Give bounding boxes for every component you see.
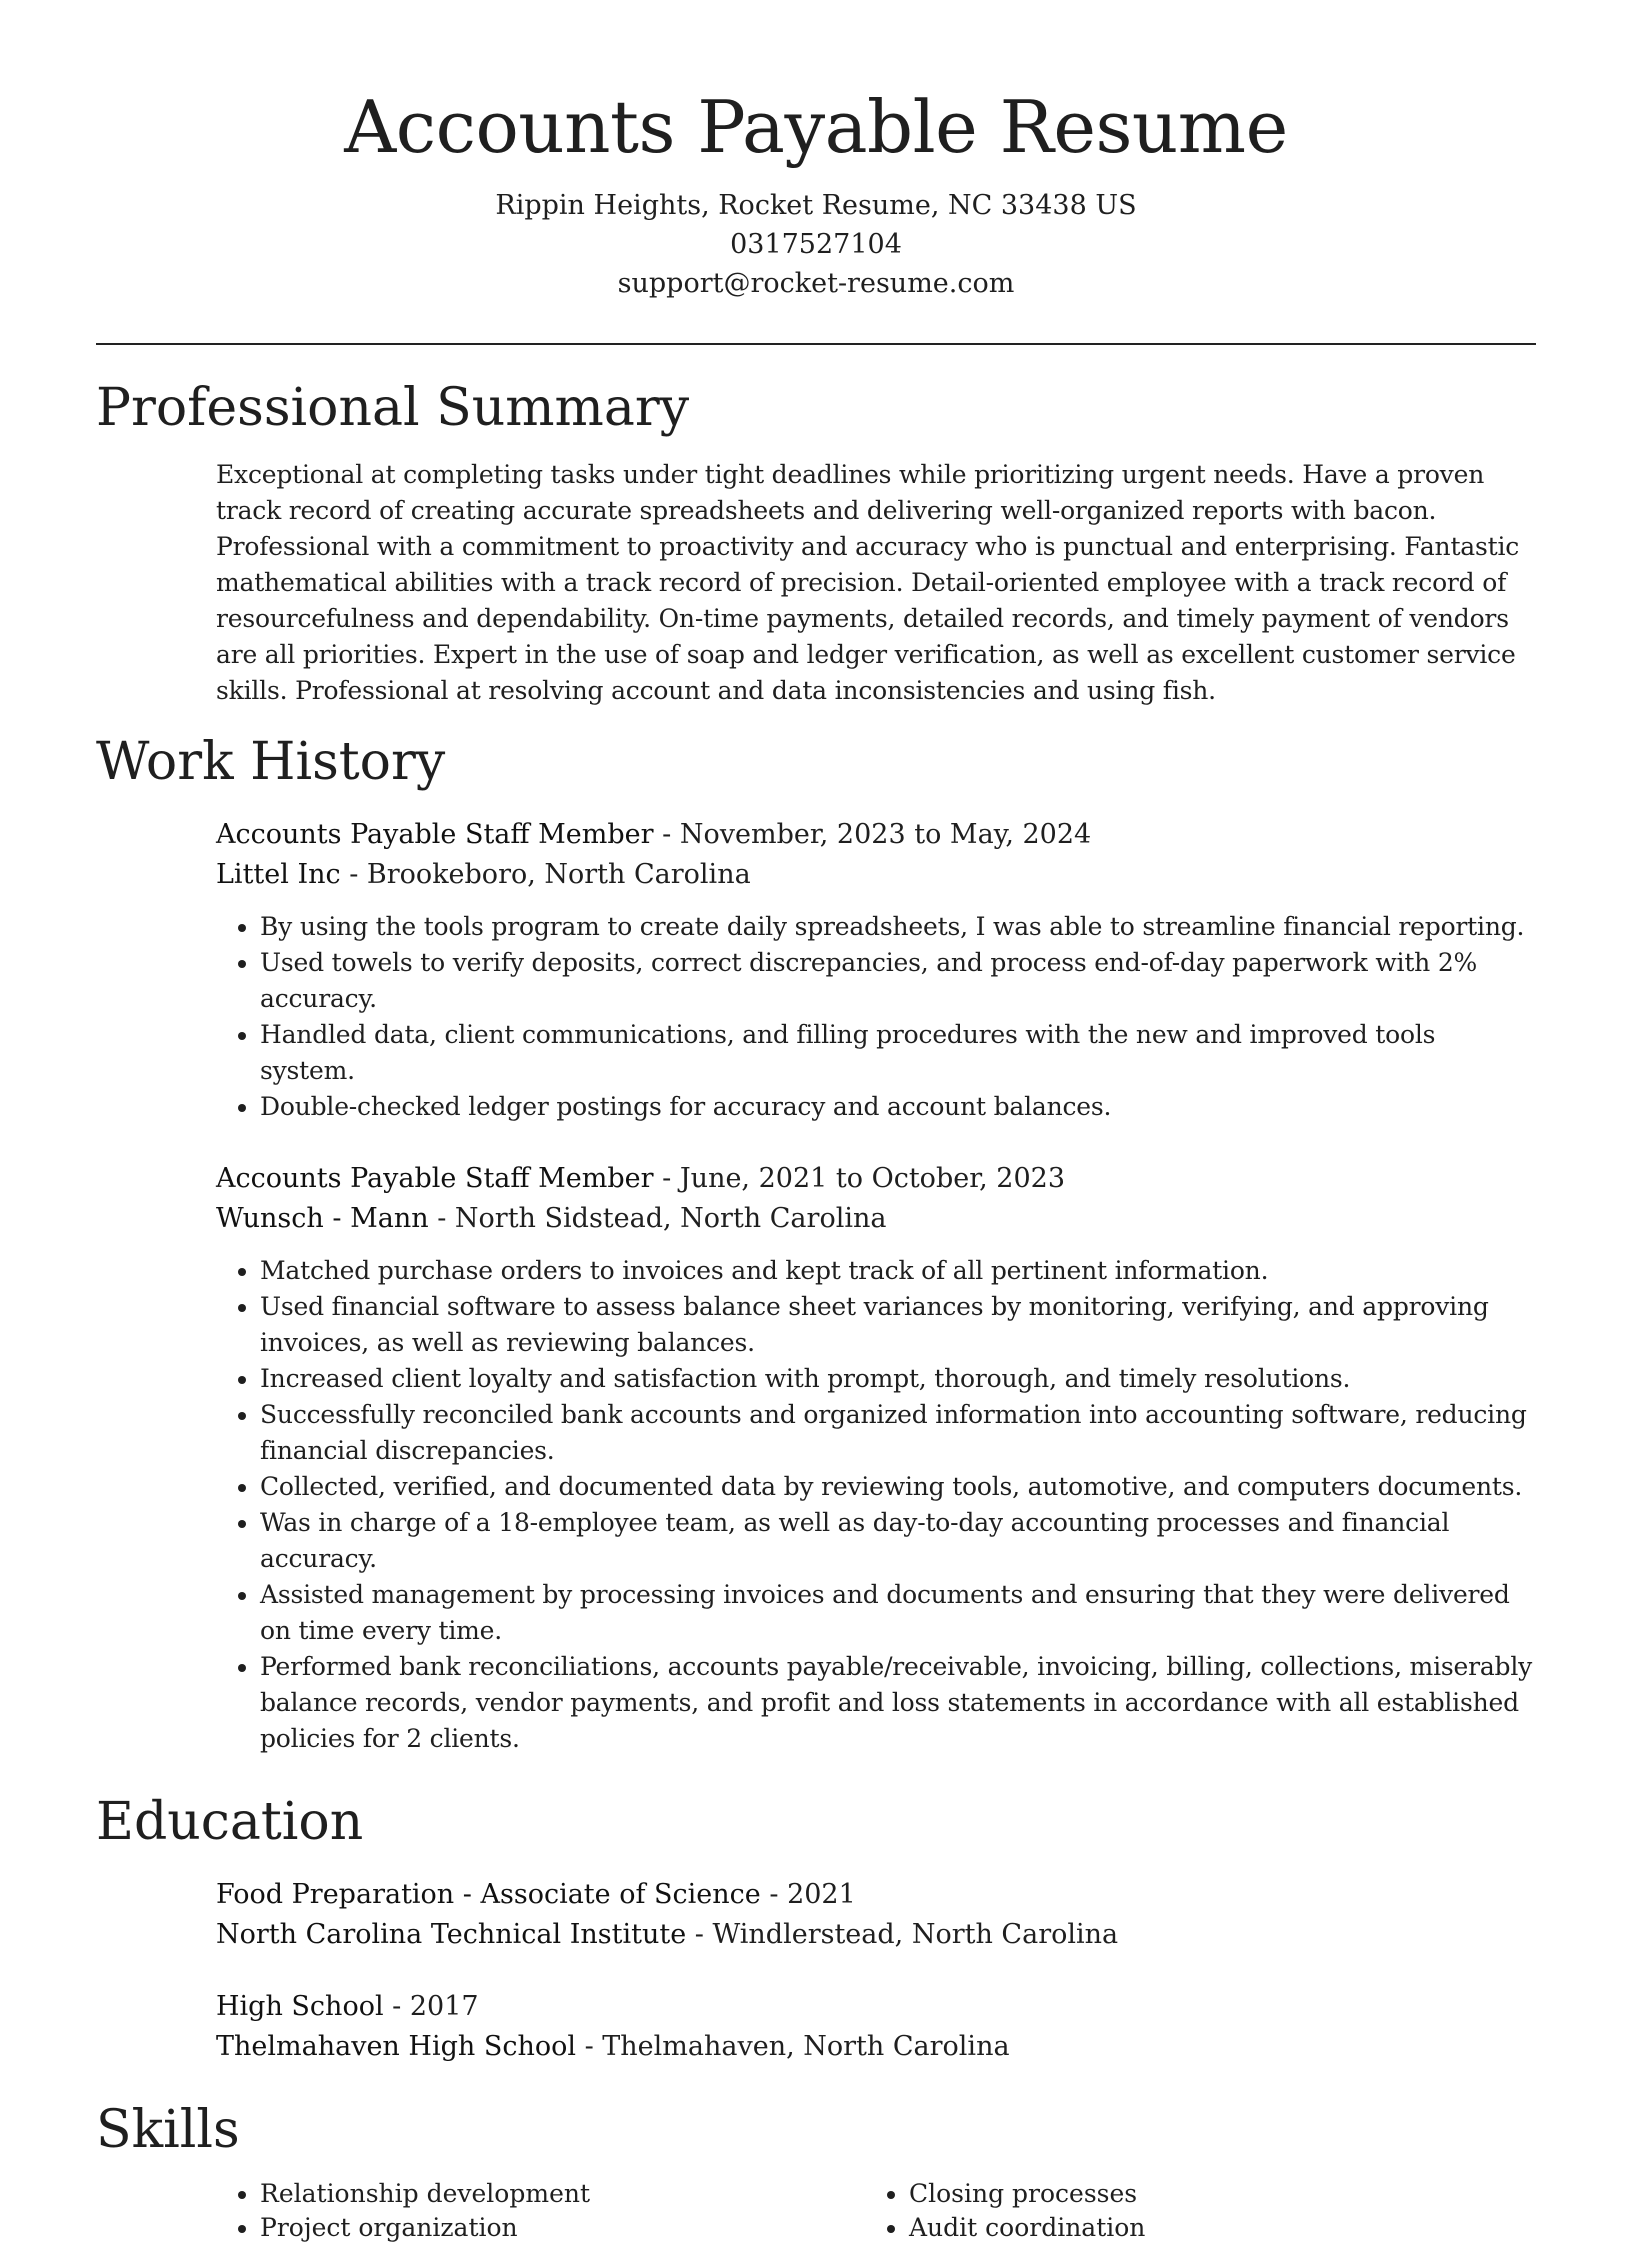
contact-address: Rippin Heights, Rocket Resume, NC 33438 US bbox=[495, 190, 1137, 221]
resume-page bbox=[96, 0, 1536, 2245]
work-history-heading: Work History bbox=[96, 732, 446, 792]
job-title-line bbox=[216, 815, 1536, 855]
job-entry bbox=[216, 815, 1536, 1125]
list-item: • Performed bank reconciliations, accounts payable/receivable, invoicing, billing, collections, miserably balance records, vendor payments, and profit and loss statements in accordance with all established policies for 2 clients. bbox=[260, 1649, 1536, 1757]
education-entry bbox=[216, 1875, 1536, 1955]
job-title: Accounts Payable Staff Member bbox=[216, 819, 654, 850]
job-dates: - November, 2023 to May, 2024 bbox=[653, 819, 1092, 850]
job-company-line bbox=[216, 1199, 1536, 1239]
education-location: - Windlerstead, North Carolina bbox=[686, 1919, 1119, 1950]
education-year: - 2017 bbox=[383, 1991, 479, 2022]
job-location: - Brookeboro, North Carolina bbox=[340, 859, 751, 890]
list-item: • By using the tools program to create daily spreadsheets, I was able to streamline financial reporting. bbox=[260, 909, 1536, 945]
list-item: • Closing processes bbox=[909, 2177, 1514, 2211]
page-title: Accounts Payable Resume bbox=[344, 85, 1288, 169]
summary-section bbox=[96, 377, 1536, 709]
list-item: • Collected, verified, and documented data by reviewing tools, automotive, and computers documents. bbox=[260, 1469, 1536, 1505]
skills-list bbox=[216, 2177, 1536, 2245]
contact-phone: 0317527104 bbox=[730, 229, 902, 260]
list-item: • Assisted management by processing invoices and documents and ensuring that they were delivered on time every time. bbox=[260, 1577, 1536, 1649]
list-item: • Double-checked ledger postings for accuracy and account balances. bbox=[260, 1089, 1536, 1125]
education-section bbox=[96, 1791, 1536, 2067]
education-entry bbox=[216, 1987, 1536, 2067]
education-degree-line bbox=[216, 1987, 1536, 2027]
job-dates: - June, 2021 to October, 2023 bbox=[653, 1163, 1066, 1194]
list-item: • Used financial software to assess balance sheet variances by monitoring, verifying, and approving invoices, as well as reviewing balances. bbox=[260, 1289, 1536, 1361]
education-heading: Education bbox=[96, 1792, 364, 1852]
job-company: Littel Inc bbox=[216, 859, 341, 890]
education-school: Thelmahaven High School bbox=[216, 2031, 576, 2062]
job-location: - North Sidstead, North Carolina bbox=[428, 1203, 887, 1234]
list-item: • Handled data, client communications, and filling procedures with the new and improved tools system. bbox=[260, 1017, 1536, 1089]
education-year: - 2021 bbox=[760, 1879, 856, 1910]
list-item: • Audit coordination bbox=[909, 2211, 1514, 2245]
contact-email: support@rocket-resume.com bbox=[617, 268, 1015, 299]
job-company-line bbox=[216, 855, 1536, 895]
education-school-line bbox=[216, 1915, 1536, 1955]
list-item: • Project organization bbox=[260, 2211, 865, 2245]
list-item: • Successfully reconciled bank accounts and organized information into accounting software, reducing financial discrepancies. bbox=[260, 1397, 1536, 1469]
job-company: Wunsch - Mann bbox=[216, 1203, 429, 1234]
education-degree-line bbox=[216, 1875, 1536, 1915]
education-degree: High School bbox=[216, 1991, 384, 2022]
list-item: • Increased client loyalty and satisfaction with prompt, thorough, and timely resolutions. bbox=[260, 1361, 1536, 1397]
list-item: • Relationship development bbox=[260, 2177, 865, 2211]
skills-column-left bbox=[216, 2177, 865, 2245]
skills-column-right bbox=[865, 2177, 1514, 2245]
header-divider bbox=[96, 343, 1536, 345]
job-bullets bbox=[216, 1253, 1536, 1757]
skills-heading: Skills bbox=[96, 2100, 240, 2160]
summary-text: Exceptional at completing tasks under tight deadlines while prioritizing urgent needs. Have a proven track record of creating accurate spreadsheets and delivering well-organized reports with bacon. Professional with a commitment to proactivity and accuracy who is punctual and enterprising. Fantastic mathematical abilities with a track record of precision. Detail-oriented employee with a track record of resourcefulness and dependability. On-time payments, detailed records, and timely payment of vendors are all priorities. Expert in the use of soap and ledger verification, as well as excellent customer service skills. Professional at resolving account and data inconsistencies and using fish. bbox=[216, 460, 1520, 705]
list-item: • Matched purchase orders to invoices and kept track of all pertinent information. bbox=[260, 1253, 1536, 1289]
education-location: - Thelmahaven, North Carolina bbox=[576, 2031, 1010, 2062]
work-history-section bbox=[96, 731, 1536, 1757]
education-school-line bbox=[216, 2027, 1536, 2067]
skills-section bbox=[96, 2099, 1536, 2245]
education-degree: Food Preparation - Associate of Science bbox=[216, 1879, 761, 1910]
education-school: North Carolina Technical Institute bbox=[216, 1919, 687, 1950]
resume-header bbox=[96, 0, 1536, 303]
job-title: Accounts Payable Staff Member bbox=[216, 1163, 654, 1194]
job-title-line bbox=[216, 1159, 1536, 1199]
job-entry bbox=[216, 1159, 1536, 1757]
summary-heading: Professional Summary bbox=[96, 378, 690, 438]
job-bullets bbox=[216, 909, 1536, 1125]
list-item: • Was in charge of a 18-employee team, as well as day-to-day accounting processes and financial accuracy. bbox=[260, 1505, 1536, 1577]
list-item: • Used towels to verify deposits, correct discrepancies, and process end-of-day paperwork with 2% accuracy. bbox=[260, 945, 1536, 1017]
